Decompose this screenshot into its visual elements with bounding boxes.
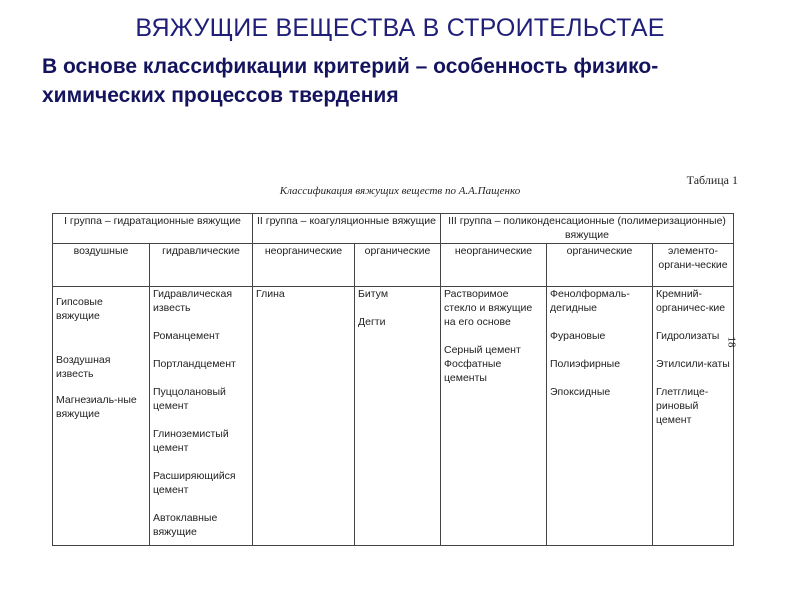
table-item: Воздушная известь xyxy=(56,354,111,380)
subgroup-header: неорганические xyxy=(253,244,355,287)
page-number: 18 xyxy=(725,336,738,348)
table-label: Таблица 1 xyxy=(686,173,738,187)
table-item: Фенолформаль-дегидные xyxy=(550,288,630,314)
table-item: Магнезиаль-ные вяжущие xyxy=(56,394,137,420)
table-cell-col-4 xyxy=(355,287,441,546)
table-cell-col-1 xyxy=(53,287,150,546)
group-header-2: II группа – коагуляционные вяжущие xyxy=(253,214,441,244)
subgroup-header: органические xyxy=(355,244,441,287)
table-item: Битум xyxy=(358,288,389,300)
table-item: Кремний-органичес-кие xyxy=(656,288,726,314)
table-item: Растворимое стекло и вяжущие на его основе xyxy=(444,288,533,328)
table-cell-col-3 xyxy=(253,287,355,546)
table-item: Эпоксидные xyxy=(550,386,611,398)
subgroup-header: неорганические xyxy=(441,244,547,287)
table-item: Глина xyxy=(256,288,285,300)
table-cell-col-6 xyxy=(547,287,653,546)
table-item: Серный цемент Фосфатные цементы xyxy=(444,344,521,384)
table-cell-col-2 xyxy=(150,287,253,546)
subgroup-header: гидравлические xyxy=(150,244,253,287)
subgroup-header: элементо-органи-ческие xyxy=(653,244,734,287)
table-item: Расширяющийся цемент xyxy=(153,470,236,496)
table-item: Этилсили-каты xyxy=(656,358,730,370)
table-item: Дегти xyxy=(358,316,386,328)
group-header-1: I группа – гидратационные вяжущие xyxy=(53,214,253,244)
classification-table-scan xyxy=(52,213,734,546)
slide-subtitle: В основе классификации критерий – особенность физико-химических процессов твердения xyxy=(42,55,659,107)
table-item: Глиноземистый цемент xyxy=(153,428,229,454)
classification-table xyxy=(52,213,734,546)
subgroup-header: органические xyxy=(547,244,653,287)
table-cell-col-7 xyxy=(653,287,734,546)
subgroup-header: воздушные xyxy=(53,244,150,287)
table-item: Полиэфирные xyxy=(550,358,621,370)
table-item: Гидролизаты xyxy=(656,330,720,342)
table-item: Портландцемент xyxy=(153,358,236,370)
table-item: Фурановые xyxy=(550,330,606,342)
table-item: Гидравлическая известь xyxy=(153,288,233,314)
slide-title: ВЯЖУЩИЕ ВЕЩЕСТВА В СТРОИТЕЛЬСТАЕ xyxy=(135,14,665,42)
table-item: Гипсовые вяжущие xyxy=(56,296,103,322)
table-cell-col-5 xyxy=(441,287,547,546)
group-header-3: III группа – поликонденсационные (полимеризационные) вяжущие xyxy=(441,214,734,244)
table-item: Романцемент xyxy=(153,330,220,342)
table-item: Автоклавные вяжущие xyxy=(153,512,218,538)
table-caption: Классификация вяжущих веществ по А.А.Пащенко xyxy=(279,185,521,197)
table-item: Пуццолановый цемент xyxy=(153,386,226,412)
table-item: Глетглице-риновый цемент xyxy=(656,386,709,426)
